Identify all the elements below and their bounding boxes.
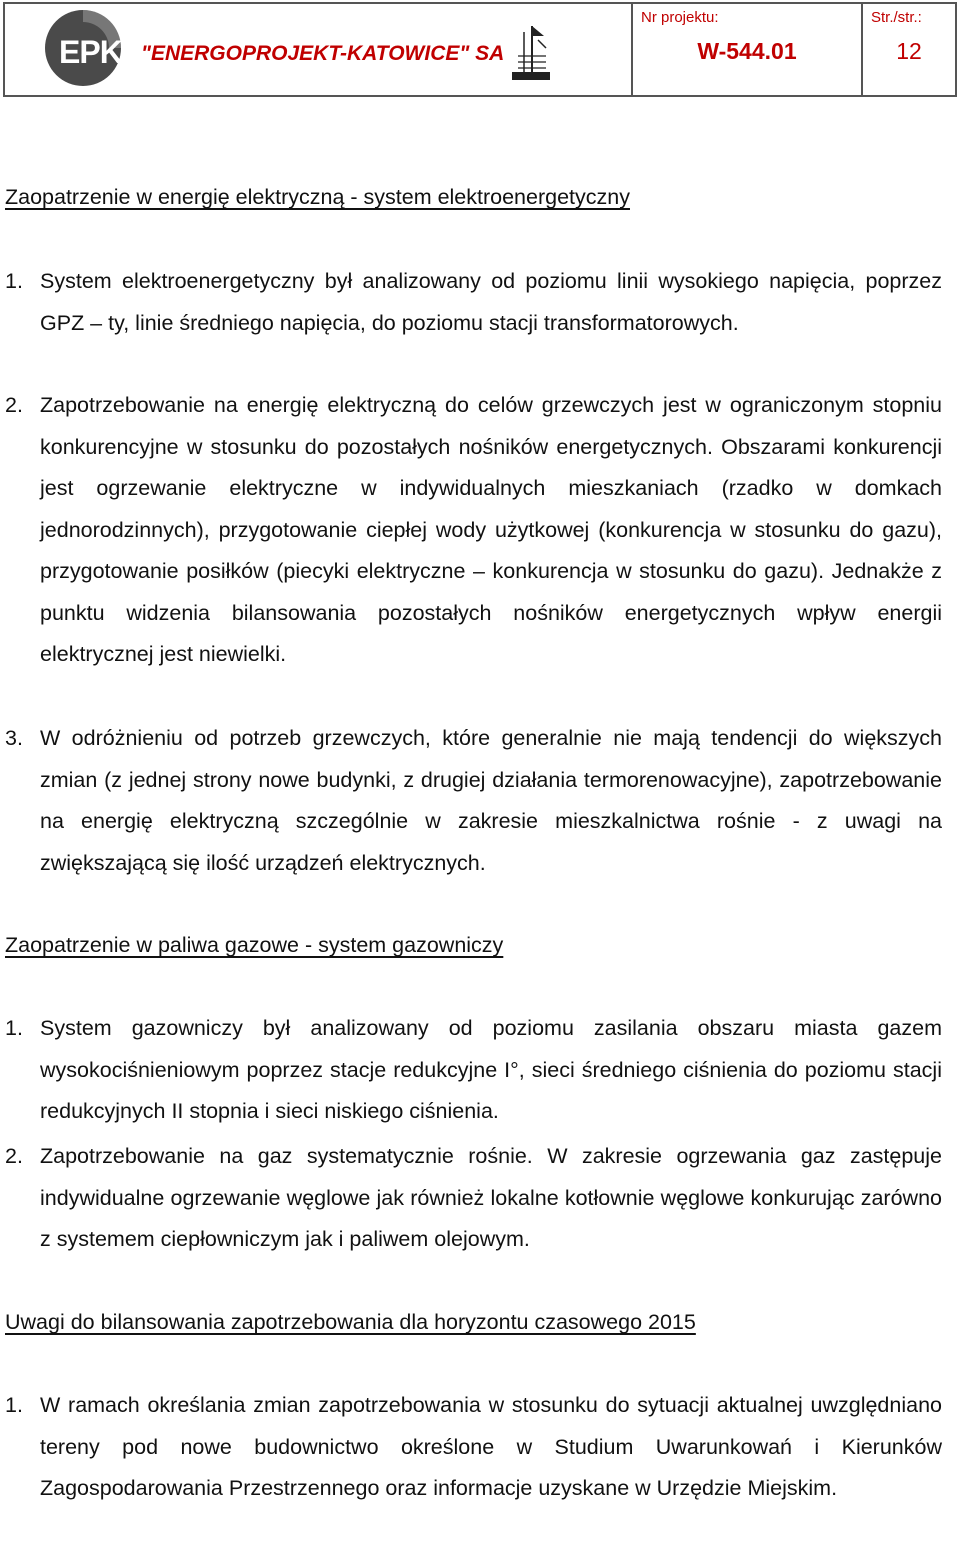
page-number: 12 xyxy=(896,38,922,64)
list-item-text: System elektroenergetyczny był analizowany od poziomu linii wysokiego napięcia, poprzez GPZ – ty, linie średniego napięcia, do poziomu stacji transformatorowych. xyxy=(40,269,942,335)
project-number: W-544.01 xyxy=(697,38,797,64)
list-number: 1. xyxy=(5,1016,23,1040)
list-item-text: W ramach określania zmian zapotrzebowania w stosunku do sytuacji aktualnej uwzględniano tereny pod nowe budownictwo określone w Studium Uwarunkowań i Kierunków Zagospodarowania Przestrzennego oraz informacje uzyskane w Urzędzie Miejskim. xyxy=(40,1393,942,1500)
section-heading-electric: Zaopatrzenie w energię elektryczną - system elektroenergetyczny xyxy=(5,185,630,209)
logo-text: EPK xyxy=(59,34,122,70)
page-header xyxy=(3,2,957,97)
page-number-label: Str./str.: xyxy=(871,9,922,26)
header-logo-cell xyxy=(5,4,633,95)
project-number-label: Nr projektu: xyxy=(641,9,719,26)
list-item-text: Zapotrzebowanie na gaz systematycznie rośnie. W zakresie ogrzewania gaz zastępuje indywidualne ogrzewanie węglowe jak również lokalne kotłownie węglowe konkurując zarówno z systemem ciepłowniczym jak i paliwem olejowym. xyxy=(40,1144,942,1251)
section-heading-notes: Uwagi do bilansowania zapotrzebowania dla horyzontu czasowego 2015 xyxy=(5,1310,696,1334)
list-item-text: System gazowniczy był analizowany od poziomu zasilania obszaru miasta gazem wysokociśnieniowym poprzez stacje redukcyjne I°, sieci średniego ciśnienia do poziomu stacji redukcyjnych II stopnia i sieci niskiego ciśnienia. xyxy=(40,1016,942,1123)
list-number: 1. xyxy=(5,1393,23,1417)
section-heading-gas: Zaopatrzenie w paliwa gazowe - system gazowniczy xyxy=(5,933,504,957)
list-item-text: W odróżnieniu od potrzeb grzewczych, które generalnie nie mają tendencji do większych zmian (z jednej strony nowe budynki, z drugiej działania termorenowacyjne), zapotrzebowanie na energię elektryczną szczególnie w zakresie mieszkalnictwa rośnie - z uwagi na zwiększającą się ilość urządzeń elektrycznych. xyxy=(40,726,942,875)
header-project-cell xyxy=(633,4,863,95)
header-page-cell xyxy=(863,4,955,95)
list-number: 2. xyxy=(5,1144,23,1168)
list-item-text: Zapotrzebowanie na energię elektryczną do celów grzewczych jest w ograniczonym stopniu konkurencyjne w stosunku do pozostałych nośników energetycznych. Obszarami konkurencji jest ogrzewanie elektryczne w indywidualnych mieszkaniach (rzadko w domkach jednorodzinnych), przygotowanie ciepłej wody użytkowej (konkurencja w stosunku do gazu), przygotowanie posiłków (piecyki elektryczne – konkurencja w stosunku do gazu). Jednakże z punktu widzenia bilansowania pozostałych nośników energetycznych wpływ energii elektrycznej jest niewielki. xyxy=(40,393,942,666)
list-number: 2. xyxy=(5,393,23,417)
list-number: 1. xyxy=(5,269,23,293)
company-name: "ENERGOPROJEKT-KATOWICE" SA xyxy=(141,42,505,65)
building-emblem-icon xyxy=(510,22,552,84)
list-number: 3. xyxy=(5,726,23,750)
